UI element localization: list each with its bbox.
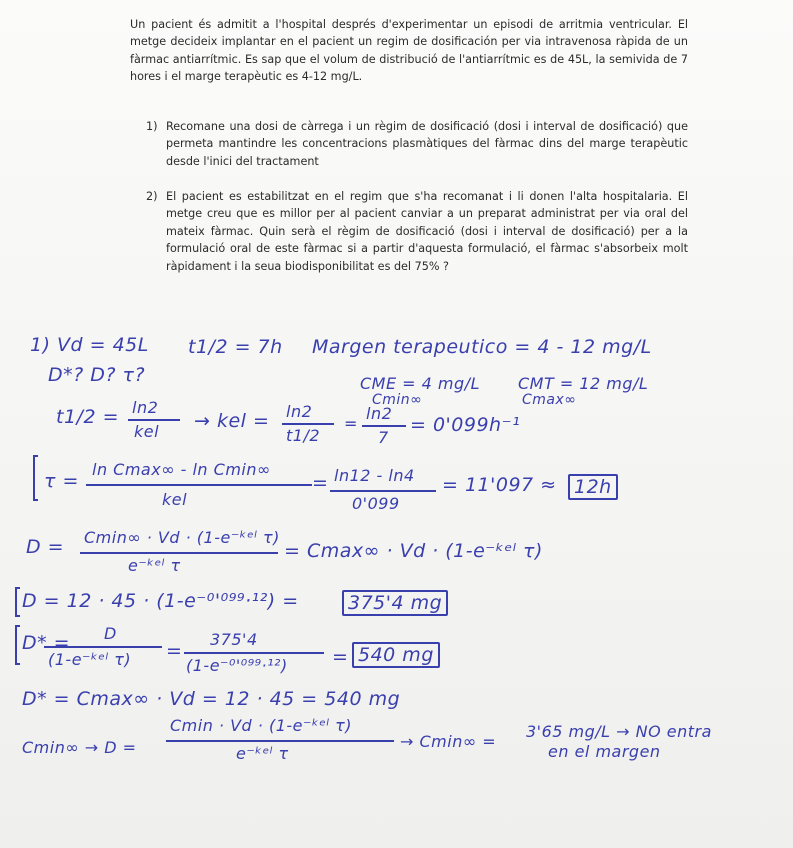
hw-dose-cmax: = Cmax∞ · Vd · (1-e⁻ᵏᵉˡ τ) xyxy=(284,540,543,562)
hw-tau-den: kel xyxy=(162,490,188,509)
hw-t12-den: t1/2 xyxy=(286,426,321,445)
hw-ln2-num: ln2 xyxy=(132,398,159,417)
hw-dose-den: e⁻ᵏᵉˡ τ xyxy=(128,556,181,575)
hw-equals: = xyxy=(332,646,349,668)
hw-cmin-arrow: → Cmin∞ = xyxy=(400,732,497,751)
hw-bracket xyxy=(34,456,38,500)
hw-dose-num: Cmin∞ · Vd · (1-e⁻ᵏᵉˡ τ) xyxy=(84,528,280,547)
hw-tau-eq: τ = xyxy=(44,470,79,492)
hw-cmin-value: 3'65 mg/L → NO entra xyxy=(526,722,712,741)
hw-equals: = xyxy=(166,640,183,662)
hw-kel-value-den: 0'099 xyxy=(352,494,400,513)
hw-cmin-note: en el margen xyxy=(548,742,661,761)
hw-cmin-check: Cmin∞ → D = xyxy=(22,738,137,757)
question-1-number: 1) xyxy=(146,120,158,133)
problem-intro: Un pacient és admitit a l'hospital després d'experimentar un episodi de arritmia ventricular. El metge decideix implantar en el pacient un regim de dosificación per via intravenosa ràpida de un fàrmac antiarrítmic. Es sap que el volum de distribució de l'antiarrítmic es de 45L, la semivida de 7 hores i el marge terapèutic es 4-12 mg/L. xyxy=(130,18,688,84)
hw-bracket xyxy=(16,626,20,664)
hw-tau-approx: = 11'097 ≈ xyxy=(442,474,557,496)
hw-t12-eq: t1/2 = xyxy=(56,406,119,428)
hw-loading-num: D xyxy=(104,624,117,643)
hw-dose-eq: D = xyxy=(26,536,65,558)
hw-cmt: CMT = 12 mg/L xyxy=(518,374,649,393)
question-1-text: Recomane una dosi de càrrega i un règim de dosificació (dosi i interval de dosificació) que permeta mantindre les concentracions plasmàtiques del fàrmac dins del marge terapèutic desde l'inici del tractament xyxy=(166,120,688,168)
hw-equals: = xyxy=(344,414,358,433)
hw-unknowns: D*? D? τ? xyxy=(48,364,146,386)
hw-dose-calc: D = 12 · 45 · (1-e⁻⁰'⁰⁹⁹·¹²) = xyxy=(22,590,299,612)
hw-tau-result-box: 12h xyxy=(568,474,618,500)
hw-equals: = xyxy=(312,472,329,494)
hw-kel-den: kel xyxy=(134,422,160,441)
hw-ln-values: ln12 - ln4 xyxy=(334,466,415,485)
hw-bracket xyxy=(16,588,20,616)
hw-cmin-inf: Cmin∞ xyxy=(372,392,423,408)
hw-cme: CME = 4 mg/L xyxy=(360,374,480,393)
hw-half-life: t1/2 = 7h xyxy=(188,336,283,358)
hw-seven-den: 7 xyxy=(378,428,389,447)
hw-kel-result: = 0'099h⁻¹ xyxy=(410,414,521,436)
hw-loading-dose-eq: D* = xyxy=(22,632,71,654)
hw-cmax-inf: Cmax∞ xyxy=(522,392,577,408)
hw-therapeutic-margin: Margen terapeutico = 4 - 12 mg/L xyxy=(312,336,652,358)
hw-vd: 1) Vd = 45L xyxy=(30,334,149,356)
hw-tau-num: ln Cmax∞ - ln Cmin∞ xyxy=(92,460,271,479)
hw-loading-den: (1-e⁻ᵏᵉˡ τ) xyxy=(48,650,132,669)
question-2-text: El pacient es estabilitzat en el regim que s'ha recomanat i li donen l'alta hospitalaria. El metge creu que es millor per al pacient canviar a un preparat administrat per via oral del mateix fàrmac. Quin serà el règim de dosificació (dosi i interval de dosificació) per a la formulació oral de este fàrmac si a partir d'aquesta formulació, el fàrmac s'absorbeix molt ràpidament i la seua biodisponibilitat es del 75% ? xyxy=(166,190,688,273)
hw-ln2-num-3: ln2 xyxy=(366,404,393,423)
hw-cmin-num: Cmin · Vd · (1-e⁻ᵏᵉˡ τ) xyxy=(170,716,353,735)
hw-loading-num-2: 375'4 xyxy=(210,630,258,649)
hw-cmin-den: e⁻ᵏᵉˡ τ xyxy=(236,744,289,763)
hw-dose-result-box: 375'4 mg xyxy=(342,590,448,616)
hw-loading-alt: D* = Cmax∞ · Vd = 12 · 45 = 540 mg xyxy=(22,688,401,710)
hw-kel-arrow: → kel = xyxy=(194,410,270,432)
hw-ln2-num-2: ln2 xyxy=(286,402,313,421)
hw-loading-den-2: (1-e⁻⁰'⁰⁹⁹·¹²) xyxy=(186,656,288,675)
hw-loading-result-box: 540 mg xyxy=(352,642,440,668)
question-2-number: 2) xyxy=(146,190,158,203)
